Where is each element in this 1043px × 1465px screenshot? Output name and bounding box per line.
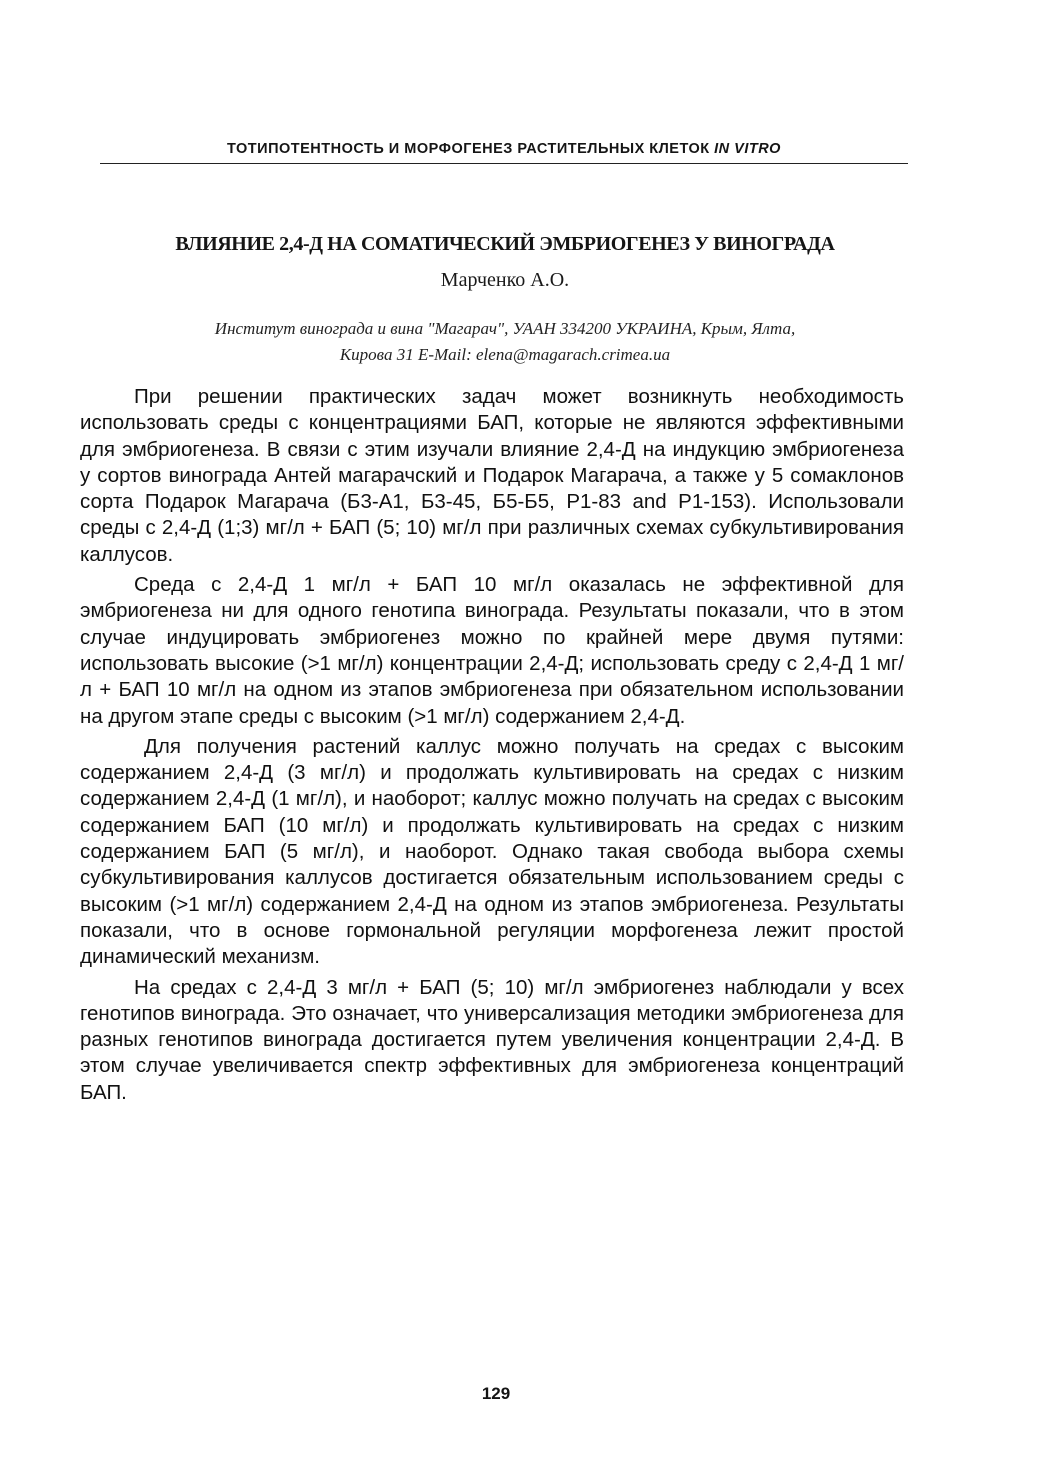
body-paragraph-4: На средах с 2,4-Д 3 мг/л + БАП (5; 10) мг/л эмбриогенез наблюдали у всех генотипов винограда. Это означает, что универсализация методики эмбриогенеза для разных генотипов винограда достигается путем увеличения концентрации 2,4-Д. В этом случае увеличивается спектр эффективных для эмбриогенеза концентраций БАП. — [80, 975, 904, 1104]
body-paragraph-1: При решении практических задач может возникнуть необходимость использовать среды с концентрациями БАП, которые не являются эффективными для эмбриогенеза. В связи с этим изучали влияние 2,4-Д на индукцию эмбриогенеза у сортов винограда Антей магарачский и Подарок Магарача, а также у 5 сомаклонов сорта Подарок Магарача (Б3-А1, Б3-45, Б5-Б5, Р1-83 and Р1-153). Использовали среды с 2,4-Д (1;3) мг/л + БАП (5; 10) мг/л при различных схемах субкультивирования каллусов. — [80, 385, 904, 566]
article-title: ВЛИЯНИЕ 2,4-Д НА СОМАТИЧЕСКИЙ ЭМБРИОГЕНЕЗ У ВИНОГРАДА — [175, 233, 835, 255]
article-author: Марченко А.О. — [440, 269, 570, 291]
affiliation-line-1: Институт винограда и вина "Магарач", УААН 334200 УКРАИНА, Крым, Ялта, — [214, 319, 796, 338]
running-header-italic: IN VITRO — [714, 141, 781, 157]
header-rule — [100, 163, 908, 164]
affiliation-line-2: Кирова 31 E-Mail: elena@magarach.crimea.ua — [339, 345, 671, 364]
body-paragraph-3: Для получения растений каллус можно получать на средах с высоким содержанием 2,4-Д (3 мг/л) и продолжать культивировать на средах с низким содержанием 2,4-Д (1 мг/л), и наоборот; каллус можно получать на средах с высоким содержанием БАП (10 мг/л) и продолжать культивировать на средах с низким содержанием БАП (5 мг/л), и наоборот. Однако такая свобода выбора схемы субкультивирования каллусов достигается обязательным использованием среды с высоким (>1 мг/л) содержанием 2,4-Д на одном из этапов эмбриогенеза. Результаты показали, что в основе гормональной регуляции морфогенеза лежит простой динамический механизм. — [80, 734, 904, 969]
article-affiliation — [70, 316, 940, 368]
running-header-text: ТОТИПОТЕНТНОСТЬ И МОРФОГЕНЕЗ РАСТИТЕЛЬНЫХ КЛЕТОК — [227, 141, 710, 157]
body-paragraph-2: Среда с 2,4-Д 1 мг/л + БАП 10 мг/л оказалась не эффективной для эмбриогенеза ни для одного генотипа винограда. Результаты показали, что в этом случае индуцировать эмбриогенез можно по крайней мере двумя путями: использовать высокие (>1 мг/л) концентрации 2,4-Д; использовать среду с 2,4-Д 1 мг/л + БАП 10 мг/л на одном из этапов эмбриогенеза при обязательном использовании на другом этапе среды с высоким (>1 мг/л) содержанием 2,4-Д. — [80, 573, 904, 728]
running-header — [100, 141, 908, 157]
article-body — [80, 384, 904, 1110]
page-number: 129 — [481, 1384, 511, 1403]
